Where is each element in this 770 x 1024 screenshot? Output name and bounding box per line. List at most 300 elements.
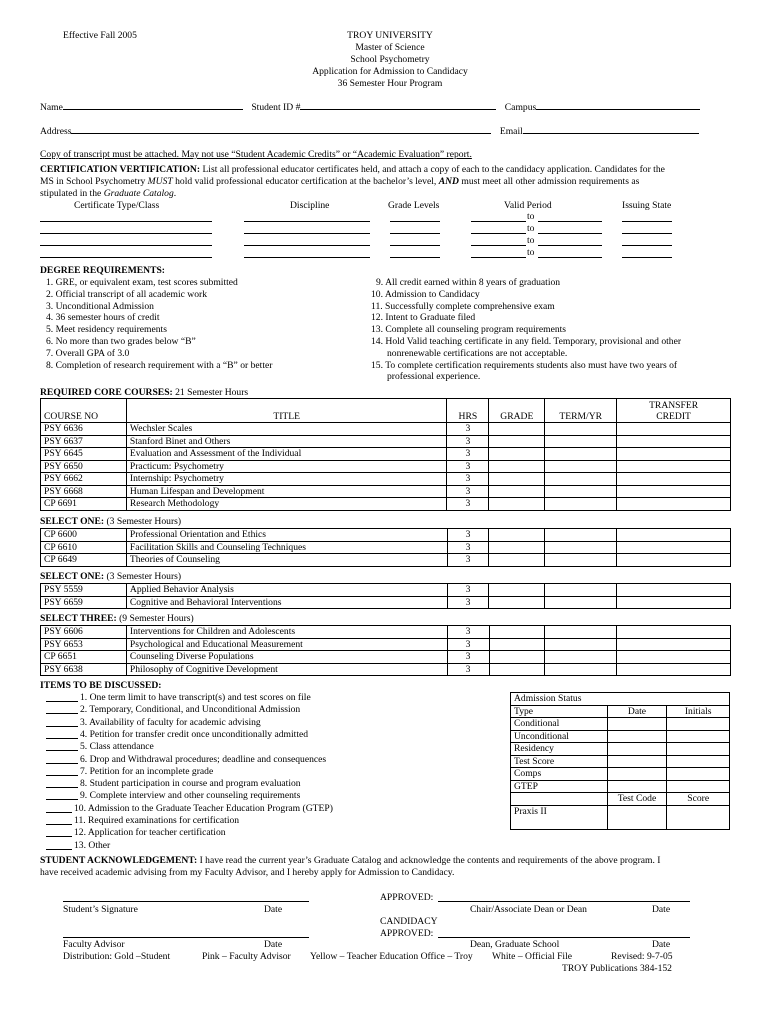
course-row: [41, 541, 731, 554]
cert-discipline-line[interactable]: [244, 221, 370, 222]
select3-table: [40, 625, 731, 676]
grade-cell[interactable]: [489, 596, 545, 609]
degree-requirement-item: 10. Admission to Candidacy: [371, 288, 480, 300]
term-cell[interactable]: [545, 626, 617, 639]
item-checkbox-line[interactable]: [46, 738, 78, 739]
course-number: PSY 6668: [41, 485, 127, 498]
course-number: PSY 6662: [41, 473, 127, 486]
ack-heading: STUDENT ACKNOWLEDGEMENT:: [40, 855, 198, 866]
chair-signature-line[interactable]: [438, 901, 690, 902]
transfer-cell[interactable]: [617, 638, 731, 651]
course-title: Practicum: Psychometry: [126, 460, 446, 473]
campus-field[interactable]: [536, 100, 700, 110]
course-row: [41, 485, 731, 498]
admission-date-cell[interactable]: [607, 768, 667, 781]
degree-requirement-item: 12. Intent to Graduate filed: [371, 312, 476, 324]
degree-requirement-item: 13. Complete all counseling program requirements: [371, 324, 567, 336]
cert-valid-from-line[interactable]: [471, 245, 526, 246]
course-row: [41, 596, 731, 609]
col-certificate-type: Certificate Type/Class: [74, 200, 160, 211]
admission-date-cell[interactable]: [607, 718, 667, 731]
course-number: CP 6649: [41, 554, 127, 567]
item-checkbox-line[interactable]: [46, 812, 72, 813]
certification-text2b: hold valid professional educator certification at the bachelor’s level,: [172, 176, 439, 187]
candidacy-label: CANDIDACY: [380, 916, 438, 927]
term-cell[interactable]: [545, 435, 617, 448]
select2-heading: SELECT ONE:: [40, 571, 105, 582]
admission-initials-cell[interactable]: [667, 743, 730, 756]
term-cell[interactable]: [545, 448, 617, 461]
cert-valid-to-line[interactable]: [538, 221, 602, 222]
grade-cell[interactable]: [489, 663, 545, 676]
admission-date-cell[interactable]: [607, 743, 667, 756]
cert-grade-line[interactable]: [390, 257, 440, 258]
initials-header: Initials: [667, 705, 730, 718]
cert-state-line[interactable]: [622, 221, 672, 222]
item-checkbox-line[interactable]: [46, 849, 72, 850]
item-checkbox-line[interactable]: [46, 824, 72, 825]
course-hours: 3: [447, 554, 489, 567]
cert-grade-line[interactable]: [390, 233, 440, 234]
certification-text3b: .: [173, 188, 177, 199]
course-row: [41, 473, 731, 486]
cert-grade-line[interactable]: [390, 221, 440, 222]
cert-type-line[interactable]: [40, 257, 212, 258]
item-checkbox-line[interactable]: [46, 713, 78, 714]
pink-copy: Pink – Faculty Advisor: [202, 951, 291, 962]
transfer-cell[interactable]: [617, 541, 731, 554]
degree-requirement-item: 8. Completion of research requirement with a “B” or better: [46, 359, 273, 371]
email-label: Email: [499, 126, 523, 137]
transfer-cell[interactable]: [617, 460, 731, 473]
col-grade-levels: Grade Levels: [388, 200, 440, 211]
select2-hours: (3 Semester Hours): [104, 571, 182, 582]
course-title: Philosophy of Cognitive Development: [126, 663, 447, 676]
course-title: Applied Behavior Analysis: [126, 584, 447, 597]
select1-heading-row: [40, 516, 181, 528]
type-header: Type: [511, 705, 608, 718]
course-hours: 3: [447, 626, 489, 639]
admission-status-table: [510, 692, 730, 830]
transcript-note: Copy of transcript must be attached. May not use “Student Academic Credits” or “Academic Evaluation” report.: [40, 149, 472, 160]
degree-requirement-item: 6. No more than two grades below “B”: [46, 336, 196, 347]
degree-requirement-item: 7. Overall GPA of 3.0: [46, 347, 130, 359]
course-row: [41, 554, 731, 567]
certification-text2a: MS in School Psychometry: [40, 176, 148, 187]
course-row: [41, 498, 731, 511]
admission-initials-cell[interactable]: [667, 755, 730, 768]
admission-initials-cell[interactable]: [667, 718, 730, 731]
effective-date: Effective Fall 2005: [63, 30, 137, 41]
col-issuing-state: Issuing State: [622, 200, 672, 211]
discussion-item: 5. Class attendance: [80, 741, 154, 753]
revised-date: Revised: 9-7-05: [611, 951, 673, 962]
course-row: [41, 435, 731, 448]
core-hours: 21 Semester Hours: [172, 387, 249, 398]
title-header: TITLE: [126, 399, 446, 423]
course-title: Wechsler Scales: [126, 423, 446, 436]
course-number: CP 6691: [41, 498, 127, 511]
term-cell[interactable]: [545, 651, 617, 664]
certification-text3a: stipulated in the: [40, 188, 104, 199]
term-cell[interactable]: [545, 460, 617, 473]
admission-status-row: [511, 743, 730, 756]
date-header: Date: [607, 705, 667, 718]
transfer-cell[interactable]: [617, 448, 731, 461]
cert-valid-to-line[interactable]: [538, 257, 602, 258]
term-cell[interactable]: [545, 554, 617, 567]
term-cell[interactable]: [545, 638, 617, 651]
grade-cell[interactable]: [489, 435, 545, 448]
admission-date-cell[interactable]: [607, 755, 667, 768]
admission-type: Comps: [511, 768, 608, 781]
select3-heading-row: [40, 613, 194, 625]
cert-type-line[interactable]: [40, 245, 212, 246]
degree-requirement-item: 14. Hold Valid teaching certificate in any field. Temporary, provisional and other: [371, 336, 682, 347]
test-header-row: [511, 793, 730, 806]
cert-type-line[interactable]: [40, 233, 212, 234]
select2-table: [40, 583, 731, 609]
course-number: CP 6600: [41, 529, 127, 542]
select1-table: [40, 528, 731, 567]
course-title: Facilitation Skills and Counseling Techniques: [126, 541, 447, 554]
transfer-header-line1: TRANSFER: [649, 399, 699, 411]
transfer-cell[interactable]: [617, 485, 731, 498]
course-row: [41, 663, 731, 676]
select3-hours: (9 Semester Hours): [116, 613, 194, 624]
course-hours: 3: [447, 584, 489, 597]
course-row: [41, 529, 731, 542]
certification-line1: [40, 164, 665, 176]
course-hours: 3: [447, 529, 489, 542]
term-cell[interactable]: [545, 423, 617, 436]
discussion-item: 10. Admission to the Graduate Teacher Education Program (GTEP): [74, 802, 333, 814]
select3-heading: SELECT THREE:: [40, 613, 117, 624]
grade-cell[interactable]: [489, 541, 545, 554]
degree-requirement-item: 3. Unconditional Admission: [46, 300, 154, 312]
program-hours: 36 Semester Hour Program: [337, 78, 443, 89]
degree-requirement-item: professional experience.: [387, 371, 481, 383]
item-checkbox-line[interactable]: [46, 701, 78, 702]
course-title: Psychological and Educational Measurement: [126, 638, 447, 651]
cert-state-line[interactable]: [622, 245, 672, 246]
admission-status-title: Admission Status: [511, 693, 730, 706]
cert-valid-from-line[interactable]: [471, 257, 526, 258]
blank-cell: [511, 793, 608, 806]
certification-line2: [40, 176, 639, 188]
discussion-item: 13. Other: [74, 839, 111, 851]
university-name: TROY UNIVERSITY: [347, 30, 433, 41]
catalog-emphasis: Graduate Catalog: [103, 188, 174, 199]
form-title: Application for Admission to Candidacy: [312, 66, 468, 77]
cert-discipline-line[interactable]: [244, 233, 370, 234]
transfer-header-line2: CREDIT: [656, 410, 691, 422]
transfer-header: [617, 399, 731, 423]
term-cell[interactable]: [545, 498, 617, 511]
transfer-cell[interactable]: [617, 473, 731, 486]
ack-text1: I have read the current year’s Graduate Catalog and acknowledge the contents and requirements of the above program. I: [197, 855, 661, 866]
course-number: PSY 6636: [41, 423, 127, 436]
cert-type-line[interactable]: [40, 221, 212, 222]
item-checkbox-line[interactable]: [46, 787, 78, 788]
course-no-header: COURSE NO: [41, 399, 127, 423]
cert-valid-to-line[interactable]: [538, 233, 602, 234]
discussion-item: 6. Drop and Withdrawal procedures; deadline and consequences: [80, 753, 327, 765]
discussion-item: 2. Temporary, Conditional, and Unconditional Admission: [80, 704, 301, 716]
course-hours: 3: [447, 448, 489, 461]
transfer-cell[interactable]: [617, 596, 731, 609]
course-number: CP 6610: [41, 541, 127, 554]
transfer-cell[interactable]: [617, 626, 731, 639]
degree-requirement-item: 9. All credit earned within 8 years of graduation: [376, 277, 561, 288]
course-number: PSY 6645: [41, 448, 127, 461]
course-hours: 3: [447, 498, 489, 511]
discussion-item: 7. Petition for an incomplete grade: [80, 765, 214, 777]
course-row: [41, 651, 731, 664]
transfer-cell[interactable]: [617, 423, 731, 436]
course-hours: 3: [447, 663, 489, 676]
transfer-cell[interactable]: [617, 498, 731, 511]
certification-heading: CERTIFICATION VERTIFICATION:: [40, 164, 201, 175]
degree-requirement-item: 4. 36 semester hours of credit: [46, 312, 160, 324]
course-hours: 3: [447, 423, 489, 436]
admission-type: Unconditional: [511, 730, 608, 743]
degree-name: Master of Science: [355, 42, 425, 53]
grade-header: GRADE: [489, 399, 545, 423]
course-number: CP 6651: [41, 651, 127, 664]
course-row: [41, 460, 731, 473]
student-signature-label: Student’s Signature: [63, 904, 138, 915]
course-title: Internship: Psychometry: [126, 473, 446, 486]
cert-state-line[interactable]: [622, 233, 672, 234]
course-row: [41, 584, 731, 597]
admission-initials-cell[interactable]: [667, 780, 730, 793]
white-copy: White – Official File: [492, 951, 573, 962]
grade-cell[interactable]: [489, 626, 545, 639]
grade-cell[interactable]: [489, 473, 545, 486]
yellow-copy: Yellow – Teacher Education Office – Troy: [310, 951, 473, 962]
course-hours: 3: [447, 541, 489, 554]
course-title: Counseling Diverse Populations: [126, 651, 447, 664]
publication-number: TROY Publications 384-152: [562, 963, 672, 974]
course-hours: 3: [447, 651, 489, 664]
term-cell[interactable]: [545, 596, 617, 609]
item-checkbox-line[interactable]: [46, 750, 78, 751]
item-checkbox-line[interactable]: [46, 775, 78, 776]
certification-text1: List all professional educator certificates held, and attach a copy of each to the candidacy application. Candidates for the: [200, 164, 665, 175]
cert-state-line[interactable]: [622, 257, 672, 258]
course-hours: 3: [447, 638, 489, 651]
discussion-item: 9. Complete interview and other counseling requirements: [80, 790, 301, 802]
course-title: Research Methodology: [126, 498, 446, 511]
faculty-advisor-signature-line[interactable]: [63, 937, 309, 938]
course-number: PSY 6637: [41, 435, 127, 448]
core-heading: REQUIRED CORE COURSES:: [40, 387, 173, 398]
grade-cell[interactable]: [489, 448, 545, 461]
cert-grade-line[interactable]: [390, 245, 440, 246]
course-title: Cognitive and Behavioral Interventions: [126, 596, 447, 609]
grade-cell[interactable]: [489, 498, 545, 511]
core-courses-table: [40, 398, 731, 511]
approved-label-1: APPROVED:: [380, 892, 434, 903]
cert-to-label: to: [527, 223, 535, 234]
address-field[interactable]: [71, 124, 491, 134]
test-code-header: Test Code: [607, 793, 667, 806]
transfer-cell[interactable]: [617, 435, 731, 448]
term-cell[interactable]: [545, 663, 617, 676]
cert-discipline-line[interactable]: [244, 245, 370, 246]
item-checkbox-line[interactable]: [46, 799, 78, 800]
grade-cell[interactable]: [489, 485, 545, 498]
score-header: Score: [667, 793, 730, 806]
admission-status-row: [511, 755, 730, 768]
student-date-label: Date: [264, 904, 283, 915]
course-number: PSY 6659: [41, 596, 127, 609]
admission-type: Test Score: [511, 755, 608, 768]
admission-type: Residency: [511, 743, 608, 756]
item-checkbox-line[interactable]: [46, 726, 78, 727]
discussion-item: 8. Student participation in course and program evaluation: [80, 778, 301, 790]
course-hours: 3: [447, 435, 489, 448]
admission-status-row: [511, 730, 730, 743]
admission-date-cell[interactable]: [607, 780, 667, 793]
transfer-cell[interactable]: [617, 584, 731, 597]
email-field[interactable]: [523, 124, 699, 134]
select1-hours: (3 Semester Hours): [104, 516, 182, 527]
chair-label: Chair/Associate Dean or Dean: [470, 904, 587, 915]
cert-valid-from-line[interactable]: [471, 221, 526, 222]
cert-valid-to-line[interactable]: [538, 245, 602, 246]
grade-cell[interactable]: [489, 529, 545, 542]
degree-requirement-item: 5. Meet residency requirements: [46, 324, 167, 336]
chair-date-label: Date: [652, 904, 671, 915]
cert-valid-from-line[interactable]: [471, 233, 526, 234]
term-cell[interactable]: [545, 473, 617, 486]
student-id-field[interactable]: [300, 100, 496, 110]
term-header: TERM/YR: [545, 399, 617, 423]
course-number: PSY 6653: [41, 638, 127, 651]
item-checkbox-line[interactable]: [46, 836, 72, 837]
course-hours: 3: [447, 485, 489, 498]
col-discipline: Discipline: [290, 200, 330, 211]
grade-cell[interactable]: [489, 423, 545, 436]
term-cell[interactable]: [545, 485, 617, 498]
course-row: [41, 448, 731, 461]
praxis-row: [511, 805, 730, 829]
select1-heading: SELECT ONE:: [40, 516, 105, 527]
cert-discipline-line[interactable]: [244, 257, 370, 258]
items-heading: ITEMS TO BE DISCUSSED:: [40, 680, 162, 691]
term-cell[interactable]: [545, 529, 617, 542]
course-row: [41, 423, 731, 436]
student-id-label: Student ID #: [251, 102, 301, 113]
course-number: PSY 6606: [41, 626, 127, 639]
certification-line3: [40, 188, 176, 200]
course-hours: 3: [447, 473, 489, 486]
course-number: PSY 6638: [41, 663, 127, 676]
transfer-cell[interactable]: [617, 663, 731, 676]
col-valid-period: Valid Period: [504, 200, 552, 211]
admission-status-row: [511, 780, 730, 793]
student-signature-line[interactable]: [63, 901, 309, 902]
faculty-advisor-label: Faculty Advisor: [63, 939, 125, 950]
degree-requirement-item: 15. To complete certification requirements students also must have two years of: [371, 359, 678, 371]
distribution-text: Distribution: Gold –Student: [63, 951, 171, 962]
grade-cell[interactable]: [489, 638, 545, 651]
praxis-test-code-cell[interactable]: [607, 805, 667, 829]
course-title: Human Lifespan and Development: [126, 485, 446, 498]
discussion-item: 1. One term limit to have transcript(s) and test scores on file: [80, 692, 311, 703]
and-emphasis: AND: [438, 176, 459, 187]
name-field[interactable]: [63, 100, 243, 110]
campus-label: Campus: [504, 102, 537, 113]
admission-initials-cell[interactable]: [667, 730, 730, 743]
approved-label-2: APPROVED:: [380, 928, 434, 939]
select2-heading-row: [40, 571, 181, 583]
discussion-item: 12. Application for teacher certification: [74, 827, 226, 839]
admission-date-cell[interactable]: [607, 730, 667, 743]
dean-signature-line[interactable]: [438, 937, 690, 938]
course-title: Professional Orientation and Ethics: [126, 529, 447, 542]
address-row: [40, 124, 699, 138]
course-number: PSY 6650: [41, 460, 127, 473]
grade-cell[interactable]: [489, 584, 545, 597]
praxis-label: Praxis II: [511, 805, 608, 829]
term-cell[interactable]: [545, 584, 617, 597]
admission-type: GTEP: [511, 780, 608, 793]
transfer-cell[interactable]: [617, 554, 731, 567]
course-number: PSY 5559: [41, 584, 127, 597]
admission-status-row: [511, 718, 730, 731]
grade-cell[interactable]: [489, 554, 545, 567]
praxis-score-cell[interactable]: [667, 805, 730, 829]
transfer-cell[interactable]: [617, 651, 731, 664]
course-title: Interventions for Children and Adolescents: [126, 626, 447, 639]
discussion-item: 3. Availability of faculty for academic advising: [80, 716, 261, 728]
degree-requirement-item: nonrenewable certifications are not acceptable.: [387, 347, 568, 359]
course-title: Theories of Counseling: [126, 554, 447, 567]
cert-to-label: to: [527, 235, 535, 246]
course-hours: 3: [447, 460, 489, 473]
degree-requirement-item: 11. Successfully complete comprehensive exam: [371, 300, 555, 312]
item-checkbox-line[interactable]: [46, 763, 78, 764]
admission-initials-cell[interactable]: [667, 768, 730, 781]
advisor-date-label: Date: [264, 939, 283, 950]
transfer-cell[interactable]: [617, 529, 731, 542]
grade-cell[interactable]: [489, 460, 545, 473]
course-title: Evaluation and Assessment of the Individual: [126, 448, 446, 461]
dean-date-label: Date: [652, 939, 671, 950]
hrs-header: HRS: [447, 399, 489, 423]
admission-type: Conditional: [511, 718, 608, 731]
course-row: [41, 626, 731, 639]
term-cell[interactable]: [545, 541, 617, 554]
course-row: [41, 638, 731, 651]
ack-line1: [40, 855, 661, 867]
ack-line2: have received academic advising from my Faculty Advisor, and I hereby apply for Admission to Candidacy.: [40, 867, 455, 878]
grade-cell[interactable]: [489, 651, 545, 664]
degree-requirements-heading: DEGREE REQUIREMENTS:: [40, 265, 166, 276]
address-label: Address: [40, 126, 72, 137]
must-emphasis: MUST: [147, 176, 173, 187]
admission-status-row: [511, 768, 730, 781]
certification-text2c: must meet all other admission requirements as: [458, 176, 640, 187]
dean-grad-label: Dean, Graduate School: [470, 939, 560, 950]
degree-requirement-item: 2. Official transcript of all academic work: [46, 288, 207, 300]
course-title: Stanford Binet and Others: [126, 435, 446, 448]
program-name: School Psychometry: [350, 54, 430, 65]
cert-to-label: to: [527, 211, 535, 222]
